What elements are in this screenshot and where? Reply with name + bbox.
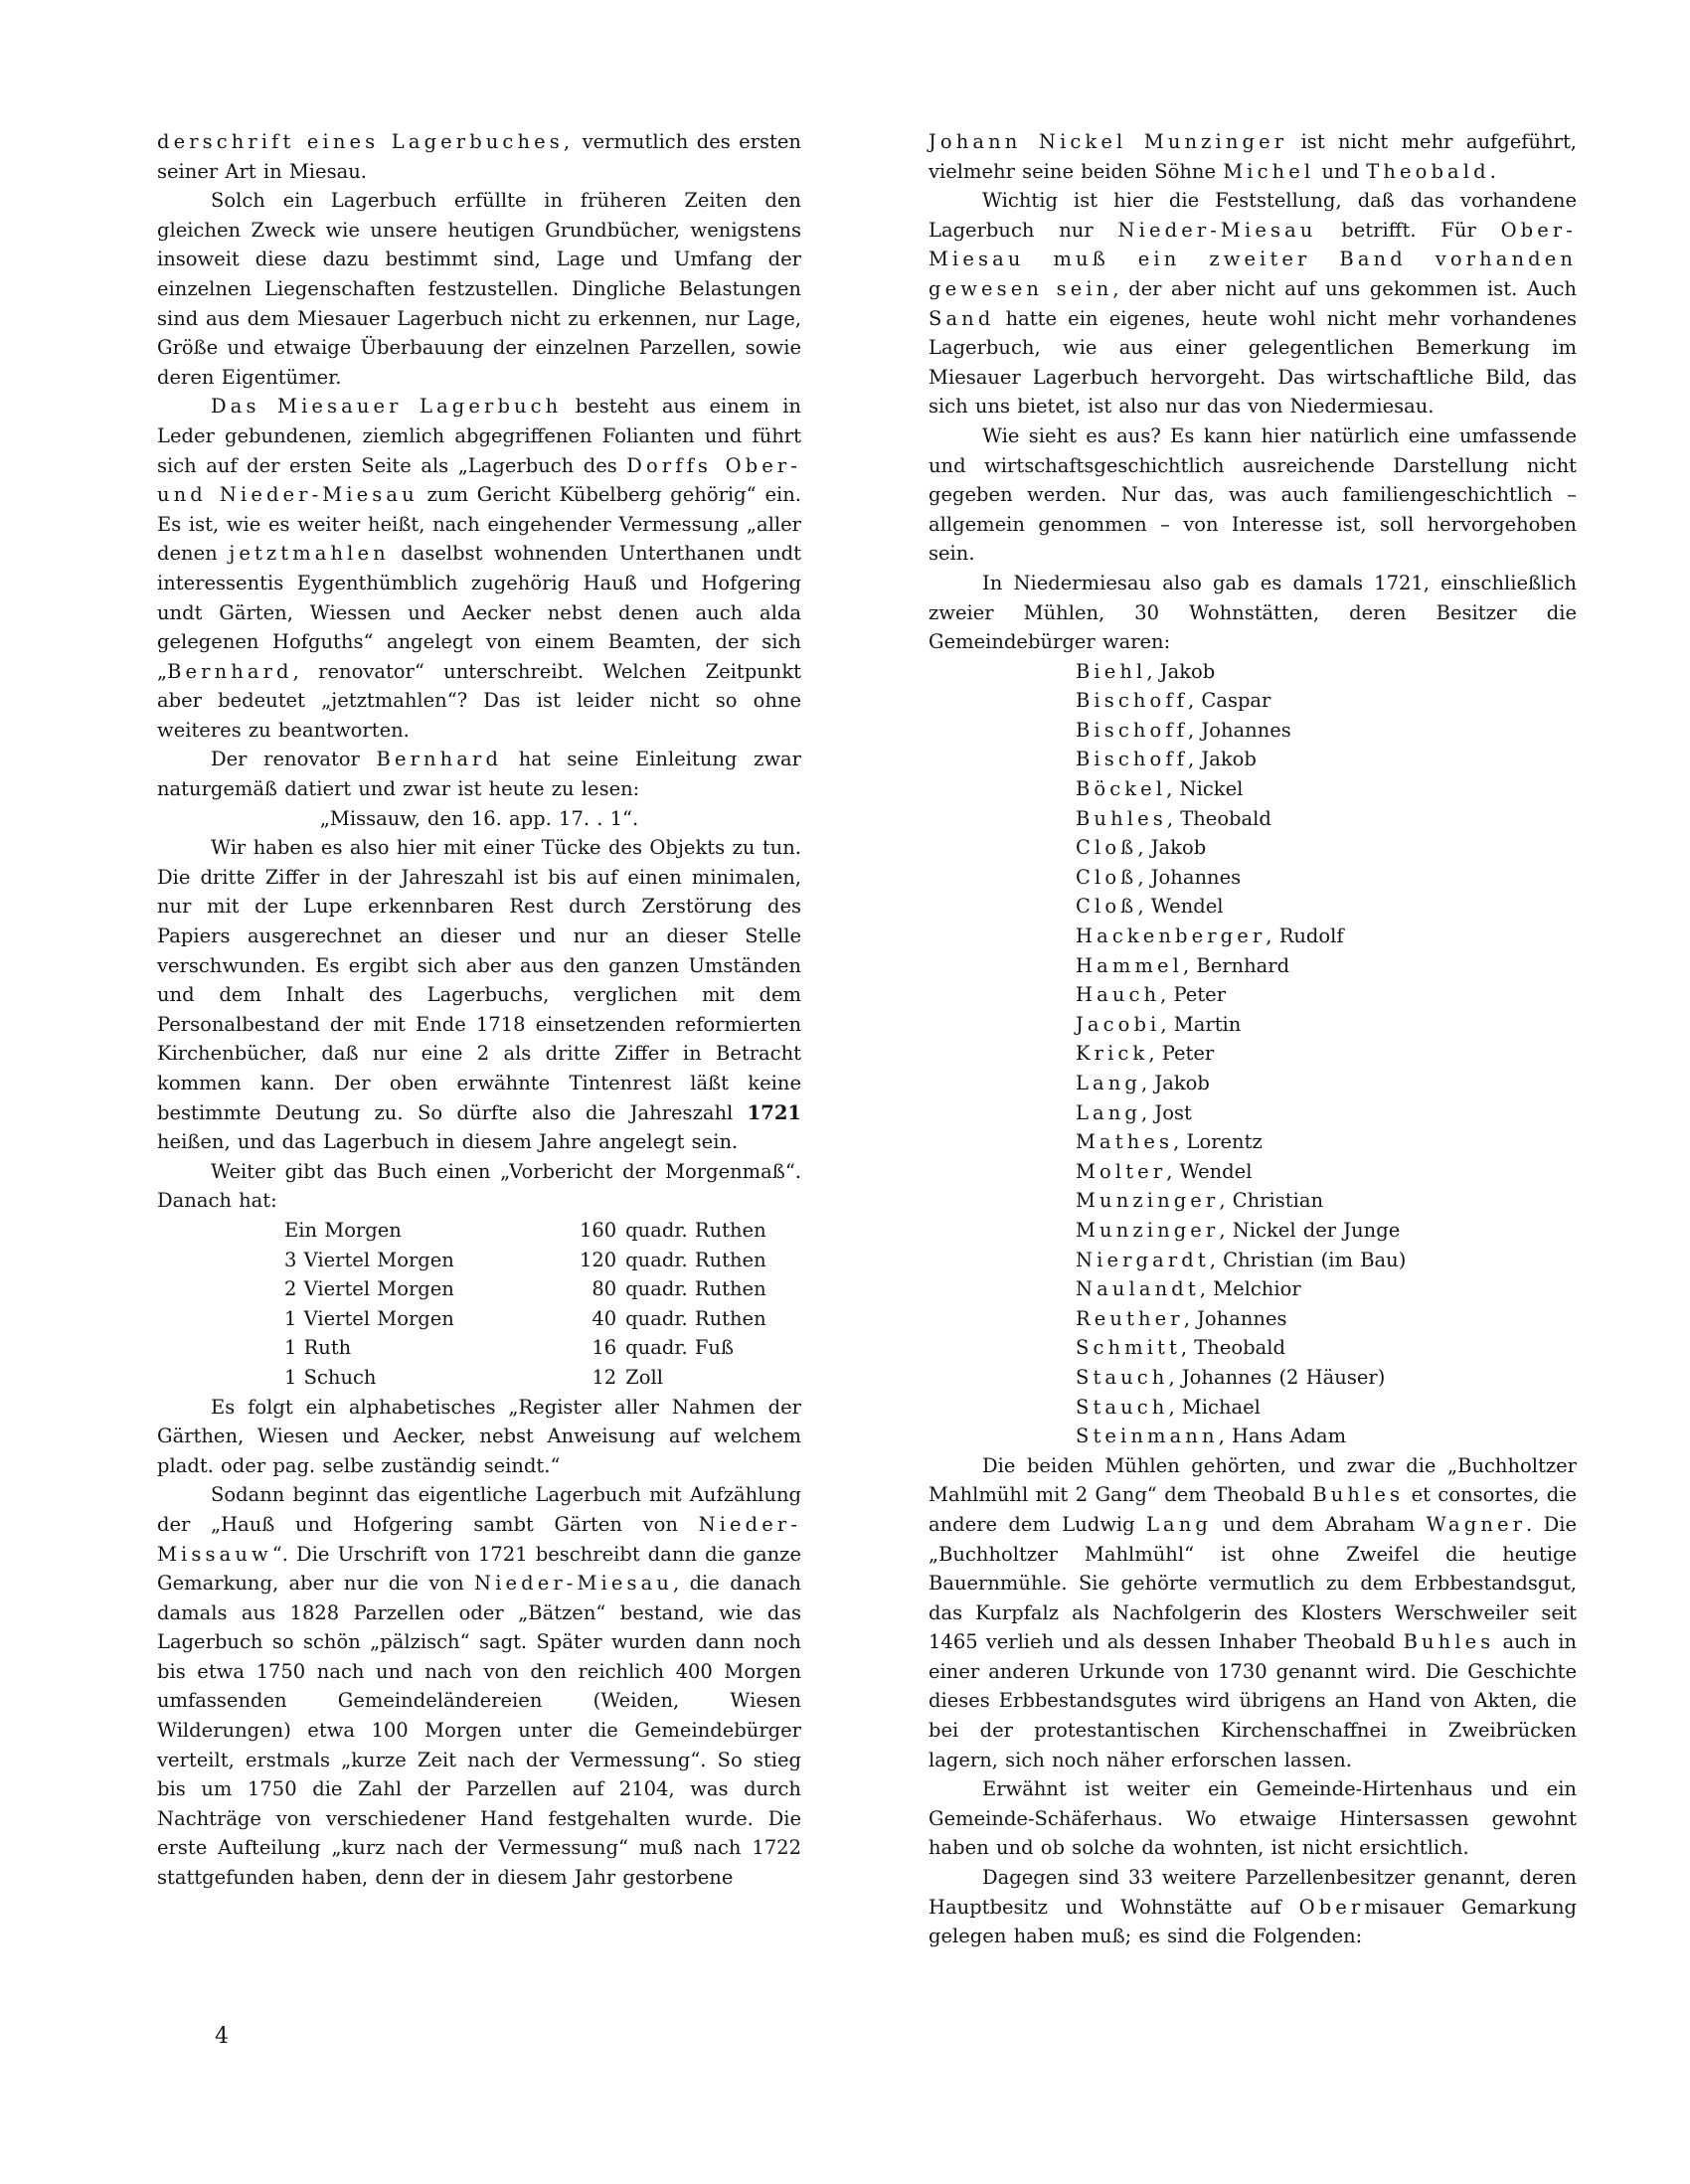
emphasized-text: Das Miesauer Lagerbuch bbox=[211, 395, 563, 419]
text-run: “. Die Urschrift von 1721 beschreibt dann die ganze Gemarkung, aber nur die von bbox=[157, 1542, 801, 1596]
text-run: , Johannes bbox=[1183, 1306, 1287, 1330]
paragraph bbox=[929, 1451, 1577, 1775]
list-item bbox=[1076, 1304, 1577, 1334]
emphasized-text: Michel bbox=[1223, 159, 1315, 183]
list-item bbox=[1076, 1039, 1577, 1069]
text-run: In Niedermiesau also gab es damals 1721, einschließlich zweier Mühlen, 30 Wohnstätten, deren Besitzer die Gemeindebürger waren: bbox=[929, 571, 1577, 654]
table-row bbox=[157, 1274, 801, 1304]
list-item bbox=[1076, 774, 1577, 804]
emphasized-text: Cloß bbox=[1076, 895, 1138, 919]
paragraph bbox=[157, 392, 801, 745]
emphasized-text: Johann Nickel Munzinger bbox=[929, 130, 1288, 153]
emphasized-text: Hammel bbox=[1076, 953, 1183, 977]
emphasized-text: Buhles bbox=[1076, 806, 1167, 830]
emphasized-text: Stauch bbox=[1076, 1395, 1169, 1419]
measure-number: 160 bbox=[579, 1218, 617, 1242]
column-right bbox=[929, 127, 1577, 1951]
list-item bbox=[1076, 863, 1577, 893]
list-item bbox=[1076, 716, 1577, 746]
measure-value bbox=[575, 1246, 766, 1275]
dateline-quote bbox=[157, 804, 801, 834]
text-run: ist nicht mehr aufgeführt, vielmehr seine beiden Söhne bbox=[929, 130, 1577, 183]
text-run: Es folgt ein alphabetisches „Register aller Nahmen der Gärthen, Wiesen und Aecker, nebst Anweisung auf welchem pladt. oder pag. selbe zuständig seindt.“ bbox=[157, 1395, 801, 1477]
text-run: , Peter bbox=[1148, 1042, 1215, 1066]
emphasized-text: Lang bbox=[1076, 1072, 1141, 1094]
text-run: , Melchior bbox=[1199, 1277, 1301, 1301]
measure-unit: quadr. Fuß bbox=[625, 1336, 735, 1360]
list-item bbox=[1076, 1363, 1577, 1393]
emphasized-text: Steinmann bbox=[1076, 1425, 1219, 1448]
emphasized-text: Niergardt bbox=[1076, 1248, 1210, 1271]
paragraph bbox=[929, 421, 1577, 569]
text-run: , die danach damals aus 1828 Parzellen oder „Bätzen“ bestand, wie das Lagerbuch so schön „pälzisch“ sagt. Später wurden dann noch bis etwa 1750 nach und nach von den reichlich 400 Morgen umfassenden Gemeindeländereien (Weiden, Wiesen Wilderungen) etwa 100 Morgen unter die Gemeindebürger verteilt, erstmals „kurze Zeit nach der Vermessung“. So stieg bis um 1750 die Zahl der Parzellen auf 2104, was durch Nachträge von verschiedener Hand festgehalten wurde. Die erste Aufteilung „kurz nach der Vermessung“ muß nach 1722 stattgefunden haben, denn der in diesem Jahr gestorbene bbox=[157, 1572, 801, 1890]
emphasized-text: jetztmahlen bbox=[229, 542, 390, 566]
emphasized-text: Schmitt bbox=[1076, 1336, 1181, 1360]
emphasized-text: Cloß bbox=[1076, 865, 1138, 889]
text-run: , Jakob bbox=[1188, 748, 1257, 771]
emphasized-text: Bischoff bbox=[1076, 748, 1188, 771]
list-item bbox=[1076, 686, 1577, 716]
measure-label: 1 Ruth bbox=[284, 1336, 352, 1360]
emphasized-text: Molter bbox=[1076, 1159, 1167, 1183]
morgen-measure-table bbox=[157, 1216, 801, 1393]
measure-number: 16 bbox=[592, 1336, 617, 1360]
list-item bbox=[1076, 892, 1577, 922]
emphasized-text: Dorffs Ober- und Nieder-Miesau bbox=[157, 453, 801, 507]
list-item bbox=[1076, 1422, 1577, 1451]
text-run: , Peter bbox=[1160, 983, 1227, 1007]
measure-number: 40 bbox=[592, 1306, 617, 1330]
text-run: , Jakob bbox=[1146, 659, 1216, 683]
emphasized-text: Bischoff bbox=[1076, 718, 1188, 742]
page-number: 4 bbox=[215, 2024, 229, 2049]
emphasized-text: Krick bbox=[1076, 1042, 1149, 1066]
measure-number: 80 bbox=[592, 1277, 617, 1301]
emphasized-text: Sand bbox=[929, 306, 995, 330]
measure-value bbox=[575, 1304, 766, 1334]
text-run: Dagegen sind 33 weitere Parzellenbesitzer genannt, deren Hauptbesitz und Wohnstätte auf bbox=[929, 1866, 1577, 1919]
list-item bbox=[1076, 922, 1577, 951]
text-run: Der renovator bbox=[211, 748, 377, 771]
emphasized-text: Nieder-Miesau bbox=[1117, 218, 1317, 242]
emphasized-text: Biehl bbox=[1076, 659, 1147, 683]
emphasized-text: Nieder-Missauw bbox=[157, 1512, 801, 1566]
list-item bbox=[1076, 1274, 1577, 1304]
emphasized-text: Ober-Miesau muß ein zweiter Band vorhanden gewesen sein bbox=[929, 218, 1577, 300]
list-item bbox=[1076, 1186, 1577, 1216]
table-row bbox=[157, 1216, 801, 1246]
text-run: Erwähnt ist weiter ein Gemeinde-Hirtenhaus und ein Gemeinde-Schäferhaus. Wo etwaige Hintersassen gewohnt haben und ob solche da wohnten, ist nicht ersichtlich. bbox=[929, 1777, 1577, 1860]
paragraph bbox=[157, 1157, 801, 1216]
table-row bbox=[157, 1333, 801, 1363]
text-run: Die beiden Mühlen gehörten, und zwar die „Buchholtzer Mahlmühl mit 2 Gang“ dem Theobald bbox=[929, 1453, 1577, 1507]
emphasized-text: Nieder-Miesau bbox=[474, 1572, 673, 1596]
text-run: besteht aus einem in Leder gebundenen, ziemlich abgegriffenen Folianten und führt sich auf der ersten Seite als „Lagerbuch des bbox=[157, 395, 801, 477]
paragraph bbox=[157, 745, 801, 803]
emphasized-text: Ober bbox=[1298, 1895, 1365, 1919]
measure-number: 120 bbox=[579, 1248, 617, 1271]
emphasized-text: Wagner bbox=[1426, 1512, 1527, 1536]
list-item bbox=[1076, 951, 1577, 981]
emphasized-text: Reuther bbox=[1076, 1306, 1184, 1330]
text-run: , Jakob bbox=[1141, 1072, 1210, 1094]
paragraph bbox=[929, 569, 1577, 657]
list-item bbox=[1076, 1127, 1577, 1157]
text-run: , Caspar bbox=[1188, 689, 1271, 713]
measure-unit: quadr. Ruthen bbox=[625, 1218, 766, 1242]
text-run: Wichtig ist hier die Feststellung, daß das vorhandene Lagerbuch nur bbox=[929, 189, 1577, 242]
emphasized-text: Stauch bbox=[1076, 1365, 1169, 1389]
text-run: hat seine Einleitung zwar naturgemäß datiert und zwar ist heute zu lesen: bbox=[157, 748, 801, 801]
paragraph bbox=[157, 186, 801, 392]
measure-value bbox=[575, 1333, 734, 1363]
list-item bbox=[1076, 745, 1577, 774]
text-run: , Wendel bbox=[1166, 1159, 1253, 1183]
list-item bbox=[1076, 1393, 1577, 1423]
measure-label: 1 Viertel Morgen bbox=[284, 1306, 454, 1330]
list-item bbox=[1076, 1333, 1577, 1363]
emphasized-text: Naulandt bbox=[1076, 1277, 1200, 1301]
text-run: , Martin bbox=[1160, 1012, 1242, 1036]
emphasized-text: Buhles bbox=[1312, 1483, 1405, 1507]
emphasized-text: Jacobi bbox=[1076, 1012, 1161, 1036]
list-item bbox=[1076, 804, 1577, 834]
paragraph bbox=[929, 1863, 1577, 1951]
text-run: , der aber nicht auf uns gekommen ist. Auch bbox=[1112, 276, 1577, 300]
list-item bbox=[1076, 1069, 1577, 1098]
paragraph bbox=[157, 1393, 801, 1481]
text-run: , Jakob bbox=[1137, 836, 1207, 860]
text-run: , Johannes (2 Häuser) bbox=[1168, 1365, 1386, 1389]
text-run: Weiter gibt das Buch einen „Vorbericht der Morgenmaß“. Danach hat: bbox=[157, 1159, 801, 1213]
measure-label: 1 Schuch bbox=[284, 1365, 377, 1389]
list-item bbox=[1076, 833, 1577, 863]
measure-unit: quadr. Ruthen bbox=[625, 1277, 766, 1301]
emphasized-text: Bernhard bbox=[167, 659, 293, 683]
text-run: Wie sieht es aus? Es kann hier natürlich eine umfassende und wirtschaftsgeschichtlich ausreichende Darstellung nicht gegeben werden. Nur das, was auch familiengeschichtlich – allgemein genommen – von Interesse ist, soll hervorgehoben sein. bbox=[929, 423, 1577, 566]
text-run: , Wendel bbox=[1137, 895, 1224, 919]
measure-label: 2 Viertel Morgen bbox=[284, 1277, 454, 1301]
measure-number: 12 bbox=[592, 1365, 617, 1389]
text-run: , renovator“ unterschreibt. Welchen Zeitpunkt aber bedeutet „jetztmahlen“? Das ist leider nicht so ohne weiteres zu beantworten. bbox=[157, 659, 801, 742]
text-run: , Nickel der Junge bbox=[1219, 1218, 1401, 1242]
text-run: betrifft. Für bbox=[1316, 218, 1501, 242]
measure-label: Ein Morgen bbox=[284, 1218, 402, 1242]
measure-unit: quadr. Ruthen bbox=[625, 1306, 766, 1330]
text-run: , Christian (im Bau) bbox=[1209, 1248, 1407, 1271]
text-run: Solch ein Lagerbuch erfüllte in früheren Zeiten den gleichen Zweck wie unsere heutigen Grundbücher, wenigstens insoweit diese dazu bestimmt sind, Lage und Umfang der einzelnen Liegenschaften festzustellen. Dingliche Belastungen sind aus dem Miesauer Lagerbuch nicht zu erkennen, nur Lage, Größe und etwaige Überbauung der einzelnen Parzellen, sowie deren Eigentümer. bbox=[157, 189, 801, 389]
text-run: daselbst wohnenden Unterthanen undt interessentis Eygenthümblich zugehörig Hauß und Hofgering undt Gärten, Wiessen und Aecker nebst denen auch alda gelegenen Hofguths“ angelegt von einem Beamten, der sich „ bbox=[157, 542, 802, 683]
measure-value bbox=[575, 1274, 766, 1304]
measure-unit: quadr. Ruthen bbox=[625, 1248, 766, 1271]
emphasized-text: Munzinger bbox=[1076, 1189, 1220, 1213]
text-run: misauer Gemarkung gelegen haben muß; es sind die Folgenden: bbox=[929, 1895, 1577, 1948]
emphasized-text: Hackenberger bbox=[1076, 924, 1267, 948]
paragraph bbox=[157, 1480, 801, 1892]
text-run: , Michael bbox=[1168, 1395, 1261, 1419]
text-run: auch in einer anderen Urkunde von 1730 genannt wird. Die Geschichte dieses Erbbestandsgutes wird übrigens an Hand von Akten, die bei der protestantischen Kirchenschaffnei in Zweibrücken lagern, sich noch näher erforschen lassen. bbox=[929, 1630, 1577, 1771]
text-run: Wir haben es also hier mit einer Tücke des Objekts zu tun. Die dritte Ziffer in der Jahreszahl ist bis auf einen minimalen, nur mit der Lupe erkennbaren Rest durch Zerstörung des Papiers ausgerechnet an dieser und nur an dieser Stelle verschwunden. Es ergibt sich aber aus den ganzen Umständen und dem Inhalt des Lagerbuchs, verglichen mit dem Personalbestand der mit Ende 1718 einsetzenden reformierten Kirchenbücher, daß nur eine 2 als dritte Ziffer in Betracht kommen kann. Der oben erwähnte Tintenrest läßt keine bestimmte Deutung zu. So dürfte also die Jahreszahl bbox=[157, 836, 801, 1124]
text-run: Sodann beginnt das eigentliche Lagerbuch mit Aufzählung der „Hauß und Hofgering sambt Gärten von bbox=[157, 1483, 801, 1536]
paragraph bbox=[929, 186, 1577, 421]
emphasized-text: Lang bbox=[1076, 1100, 1141, 1124]
text-run: , Bernhard bbox=[1182, 953, 1290, 977]
emphasized-text: Munzinger bbox=[1076, 1218, 1220, 1242]
emphasized-text: Böckel bbox=[1076, 777, 1167, 801]
list-item bbox=[1076, 1216, 1577, 1246]
text-run: , Johannes bbox=[1137, 865, 1242, 889]
table-row bbox=[157, 1304, 801, 1334]
text-run: , Lorentz bbox=[1173, 1130, 1263, 1154]
list-item bbox=[1076, 1010, 1577, 1040]
table-row bbox=[157, 1246, 801, 1275]
emphasized-text: Hauch bbox=[1076, 983, 1161, 1007]
text-run: „Missauw, den 16. app. 17. . 1“. bbox=[319, 806, 639, 830]
text-run: , Nickel bbox=[1166, 777, 1244, 801]
text-run: . bbox=[1489, 159, 1496, 183]
text-run: heißen, und das Lagerbuch in diesem Jahre angelegt sein. bbox=[157, 1130, 739, 1154]
list-item bbox=[1076, 1157, 1577, 1187]
list-item bbox=[1076, 1098, 1577, 1128]
text-run: , Christian bbox=[1219, 1189, 1324, 1213]
measure-unit: Zoll bbox=[625, 1365, 663, 1389]
emphasized-text: Mathes bbox=[1076, 1130, 1174, 1154]
text-run: , Hans Adam bbox=[1218, 1425, 1347, 1448]
paragraph bbox=[157, 833, 801, 1157]
measure-value bbox=[575, 1216, 766, 1246]
emphasized-text: derschrift eines Lagerbuches, bbox=[157, 130, 575, 153]
paragraph bbox=[157, 127, 801, 186]
text-run: , Theobald bbox=[1166, 806, 1271, 830]
text-run: und bbox=[1314, 159, 1367, 183]
emphasized-text: Theobald bbox=[1366, 159, 1490, 183]
text-run: . Die „Buchholtzer Mahlmühl“ ist ohne Zweifel die heutige Bauernmühle. Sie gehörte vermutlich zu dem Erbbestandsgut, das Kurpfalz als Nachfolgerin des Klosters Werschweiler seit 1465 verlieh und als dessen Inhaber Theobald bbox=[929, 1512, 1577, 1654]
residents-list bbox=[1076, 657, 1577, 1451]
table-row bbox=[157, 1363, 801, 1393]
list-item bbox=[1076, 980, 1577, 1010]
emphasized-text: Lang bbox=[1145, 1512, 1212, 1536]
emphasized-text: Bernhard bbox=[376, 748, 503, 771]
measure-value bbox=[575, 1363, 663, 1393]
measure-label: 3 Viertel Morgen bbox=[284, 1248, 454, 1271]
emphasized-text: Buhles bbox=[1403, 1630, 1495, 1654]
emphasized-text: Cloß bbox=[1076, 836, 1138, 860]
text-run: vermutlich des ersten seiner Art in Miesau. bbox=[157, 130, 801, 183]
text-run: , Rudolf bbox=[1266, 924, 1344, 948]
paragraph bbox=[929, 127, 1577, 186]
text-run: , Jost bbox=[1141, 1100, 1192, 1124]
text-run: und dem Abraham bbox=[1211, 1512, 1427, 1536]
text-run: et consortes, die andere dem Ludwig bbox=[929, 1483, 1578, 1536]
text-run: hatte ein eigenes, heute wohl nicht mehr vorhandenes Lagerbuch, wie aus einer gelegentlichen Bemerkung im Miesauer Lagerbuch hervorgeht. Das wirtschaftliche Bild, das sich uns bietet, ist also nur das von Niedermiesau. bbox=[929, 306, 1577, 419]
list-item bbox=[1076, 657, 1577, 687]
column-left bbox=[157, 127, 801, 1893]
emphasized-text: Bischoff bbox=[1076, 689, 1188, 713]
text-run: zum Gericht Kübelberg gehörig“ ein. Es ist, wie es weiter heißt, nach eingehender Vermessung „aller denen bbox=[157, 483, 801, 566]
paragraph bbox=[929, 1774, 1577, 1863]
text-run: , Theobald bbox=[1180, 1336, 1285, 1360]
text-run: , Johannes bbox=[1188, 718, 1291, 742]
list-item bbox=[1076, 1246, 1577, 1275]
bold-text: 1721 bbox=[747, 1100, 801, 1124]
